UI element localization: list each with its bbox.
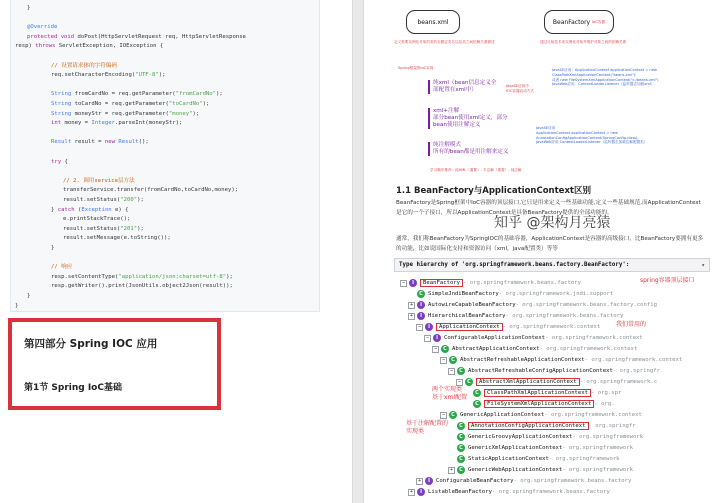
tree-row[interactable] bbox=[408, 289, 613, 299]
tree-row[interactable] bbox=[448, 443, 633, 453]
type-name: ClassPathXmlApplicationContext bbox=[484, 389, 591, 397]
collapse-icon[interactable]: − bbox=[425, 334, 429, 341]
class-icon: C bbox=[473, 400, 481, 408]
type-name: StaticApplicationContext bbox=[468, 456, 549, 462]
type-package: - org.springframework bbox=[562, 467, 634, 473]
type-name: GenericWebApplicationContext bbox=[468, 467, 563, 473]
class-icon: C bbox=[417, 290, 425, 298]
code-line: } bbox=[51, 245, 55, 251]
class-icon: C bbox=[449, 356, 457, 364]
tree-row[interactable] bbox=[424, 333, 643, 343]
type-name: AbstractXmlApplicationContext bbox=[476, 378, 580, 386]
type-hierarchy-header bbox=[394, 258, 710, 272]
type-name: HierarchicalBeanFactory bbox=[428, 313, 506, 319]
bean-factory-note: IoC容器 bbox=[592, 19, 606, 24]
type-package: - org.springframework.context bbox=[502, 324, 601, 330]
type-package: - org.springframework.jndi.support bbox=[498, 291, 614, 297]
chevron-down-icon[interactable]: ▾ bbox=[701, 262, 705, 269]
part-title: 第四部分 Spring IOC 应用 bbox=[24, 338, 158, 350]
type-package: - org.springframework.context bbox=[539, 346, 638, 352]
expand-icon[interactable]: + bbox=[449, 466, 453, 473]
code-line: transferService.transfer(fromCardNo,toCardNo,money); bbox=[63, 187, 239, 194]
type-name: GenericXmlApplicationContext bbox=[468, 445, 563, 451]
code-line: result.setStatus("200"); bbox=[63, 197, 144, 203]
expand-icon[interactable]: + bbox=[409, 301, 413, 308]
type-name: ApplicationContext bbox=[436, 323, 503, 331]
watermark: 知乎 @架构月亮猿 bbox=[494, 215, 611, 231]
collapse-icon[interactable]: − bbox=[401, 279, 405, 286]
code-line: result.setStatus("201"); bbox=[63, 225, 144, 232]
type-name: AbstractRefreshableConfigApplicationContext bbox=[468, 368, 613, 374]
code-line: String moneyStr = req.getParameter("money"); bbox=[51, 110, 200, 117]
expand-icon[interactable]: + bbox=[417, 477, 421, 484]
class-icon: C bbox=[449, 411, 457, 419]
type-package: - org.springframework.context bbox=[584, 357, 683, 363]
collapse-icon[interactable]: − bbox=[441, 411, 445, 418]
class-icon: C bbox=[457, 433, 465, 441]
note-annotation-impl: 基于注解配置的 实现类 bbox=[406, 420, 449, 435]
chapter-title-box bbox=[8, 318, 221, 410]
right-page bbox=[364, 0, 720, 503]
type-hierarchy-tree bbox=[394, 274, 710, 503]
interface-icon: I bbox=[409, 279, 417, 287]
code-line: // 响应 bbox=[51, 264, 73, 271]
leaf-spacer bbox=[448, 423, 455, 430]
type-name: AnnotationConfigApplicationContext bbox=[468, 422, 589, 430]
beans-xml-box bbox=[406, 10, 460, 34]
interface-icon: I bbox=[417, 488, 425, 496]
type-name: BeanFactory bbox=[420, 279, 463, 287]
type-name: ConfigurableApplicationContext bbox=[444, 335, 546, 341]
beans-note: 定义需要实例化对象的类的全限定类名以及类之间依赖关系描述 bbox=[394, 40, 495, 44]
interface-icon: I bbox=[433, 334, 441, 342]
code-line: @Override bbox=[27, 24, 58, 31]
type-name: AbstractApplicationContext bbox=[452, 346, 540, 352]
type-name: AutowireCapableBeanFactory bbox=[428, 302, 516, 308]
expand-icon[interactable]: + bbox=[409, 312, 413, 319]
collapse-icon[interactable]: − bbox=[417, 323, 421, 330]
left-page bbox=[0, 0, 350, 503]
interface-icon: I bbox=[417, 301, 425, 309]
type-name: FileSystemXmlApplicationContext bbox=[484, 400, 594, 408]
class-icon: C bbox=[473, 389, 481, 397]
beans-xml-label: beans.xml bbox=[417, 18, 449, 26]
class-icon: C bbox=[465, 378, 473, 386]
expand-icon[interactable]: + bbox=[409, 488, 413, 495]
class-icon: C bbox=[457, 466, 465, 474]
tree-row[interactable] bbox=[448, 454, 620, 464]
type-package: - org.springframework.beans.factory bbox=[463, 280, 581, 286]
purple-mixed: xml+注解 部分bean使用xml定义，部分 bean使用注解定义 bbox=[428, 108, 508, 129]
collapse-icon[interactable]: − bbox=[449, 367, 453, 374]
blue-xml-code: JavaSE应用：ApplicationContext applicationContext = new ClassPathXmlApplicationContext("beans.xml"); 或者 new FileSystemXmlApplicationContext("c:/beans.xml") JavaWeb应用：ContextLoaderListener（监听器去加载xml） bbox=[552, 68, 659, 87]
type-package: - org.springfr bbox=[588, 423, 636, 429]
type-hierarchy-title: Type hierarchy of 'org.springframework.beans.factory.BeanFactory': bbox=[399, 262, 630, 268]
purple-xml: 纯xml（bean信息定义全部配置在xml中） bbox=[428, 80, 502, 94]
leaf-spacer bbox=[408, 291, 415, 298]
leaf-spacer bbox=[448, 445, 455, 452]
code-line: resp.setContentType("application/json;charset=utf-8"); bbox=[51, 273, 233, 280]
note-two-impl: 两个实现类 基于xml配置 bbox=[432, 386, 468, 401]
code-line: req.setCharacterEncoding("UTF-8"); bbox=[51, 72, 166, 79]
code-line: // 2. 调用service层方法 bbox=[63, 177, 135, 184]
tree-row[interactable] bbox=[448, 465, 633, 475]
interface-icon: I bbox=[425, 323, 433, 331]
type-package: - org.springframework.context bbox=[544, 412, 642, 418]
class-icon: C bbox=[441, 345, 449, 353]
type-package: - org.spr bbox=[591, 390, 622, 396]
section-heading: 1.1 BeanFactory与ApplicationContext区别 bbox=[396, 186, 591, 196]
type-package: - org.springframework bbox=[548, 456, 620, 462]
bean-factory-label: BeanFactory bbox=[552, 18, 591, 26]
type-name: GenericApplicationContext bbox=[460, 412, 545, 418]
code-line: protected void doPost(HttpServletRequest req, HttpServletResponse bbox=[27, 33, 246, 40]
code-line: // 设置请求体的字符编码 bbox=[51, 62, 118, 69]
leaf-spacer bbox=[448, 456, 455, 463]
code-line: } bbox=[15, 302, 19, 309]
code-line: int money = Integer.parseInt(moneyStr); bbox=[51, 120, 183, 127]
mode-label: Spring框架的IoC实现 bbox=[398, 66, 434, 70]
interface-icon: I bbox=[417, 312, 425, 320]
class-icon: C bbox=[457, 422, 465, 430]
code-line: result.setMessage(e.toString()); bbox=[63, 235, 171, 242]
type-package: - org.springframework.beans.factory.config bbox=[515, 302, 658, 308]
tree-row[interactable] bbox=[464, 399, 615, 409]
code-line: e.printStackTrace(); bbox=[63, 216, 131, 223]
code-line: String toCardNo = req.getParameter("toCardNo"); bbox=[51, 101, 210, 107]
section-title: 第1节 Spring IoC基础 bbox=[24, 383, 122, 393]
class-icon: C bbox=[457, 367, 465, 375]
factory-note: 通过反射技术来实例化对象并维护对象之间的依赖关系 bbox=[540, 40, 627, 44]
class-icon: C bbox=[457, 455, 465, 463]
type-name: SimpleJndiBeanFactory bbox=[428, 291, 499, 297]
type-package: - org.springframework.c bbox=[579, 379, 658, 385]
tree-row[interactable] bbox=[416, 476, 631, 486]
code-line: String fromCardNo = req.getParameter("fromCardNo"); bbox=[51, 91, 223, 98]
leaf-spacer bbox=[448, 434, 455, 441]
tree-row[interactable] bbox=[408, 300, 657, 310]
code-line: } catch (Exception e) { bbox=[51, 206, 129, 213]
type-name: AbstractRefreshableApplicationContext bbox=[460, 357, 585, 363]
tree-row[interactable] bbox=[440, 410, 642, 420]
type-package: - org.springfr bbox=[612, 368, 660, 374]
tree-row[interactable] bbox=[464, 388, 621, 398]
tree-row[interactable] bbox=[448, 366, 660, 376]
collapse-icon[interactable]: − bbox=[441, 356, 445, 363]
code-line: try { bbox=[51, 158, 68, 165]
class-icon: C bbox=[457, 444, 465, 452]
code-line: } bbox=[27, 293, 31, 299]
type-name: ListableBeanFactory bbox=[428, 489, 492, 495]
tree-row[interactable] bbox=[448, 432, 643, 442]
ioc-diagram bbox=[394, 0, 694, 172]
code-line: Result result = new Result(); bbox=[51, 139, 149, 146]
note-common-interface: 我们常用的 bbox=[616, 321, 647, 328]
interface-icon: I bbox=[425, 477, 433, 485]
type-package: - org.springframework.beans.factory bbox=[492, 489, 610, 495]
tree-row[interactable] bbox=[408, 311, 623, 321]
collapse-icon[interactable]: − bbox=[433, 345, 437, 352]
bean-factory-box bbox=[544, 10, 614, 34]
paragraph-2: 通常，我们称BeanFactory为SpringIOC的基础容器，ApplicationContext是容器的高级接口，比BeanFactory要拥有更多的功能，比如说国际化支持和资源访问（xml，java配置类）等等 bbox=[396, 236, 704, 252]
type-name: GenericGroovyApplicationContext bbox=[468, 434, 573, 440]
collapse-icon[interactable]: − bbox=[457, 378, 461, 385]
tree-row[interactable] bbox=[432, 344, 637, 354]
purple-annotation: 纯注解模式 所有的bean都是用注解来定义 bbox=[428, 142, 518, 156]
study-order-note: 学习顺序推荐：纯XML（重要）- 半注解（重要）- 纯注解 bbox=[430, 168, 522, 172]
code-line: resp) throws ServletException, IOException { bbox=[15, 43, 164, 50]
tree-row[interactable] bbox=[456, 377, 657, 387]
type-name: ConfigurableBeanFactory bbox=[436, 478, 514, 484]
tree-row[interactable] bbox=[400, 278, 581, 288]
paragraph-1: BeanFactory是Spring框架中IoC容器的顶层接口,它只是用来定义一些基础功能,定义一些基础规范,而ApplicationContext是它的一个子接口，所以ApplicationContext是具备BeanFactory提供的全部功能的。 bbox=[396, 200, 701, 216]
tree-row[interactable] bbox=[448, 421, 636, 431]
blue-annotation-code: JavaSE应用 ApplicationContext applicationContext = new AnnotationConfigApplicationContext(SpringConfig.class); JavaWeb应用 ContextLoaderListener（监听器去加载注解配置类） bbox=[536, 126, 648, 145]
code-block bbox=[10, 0, 320, 312]
page-divider bbox=[352, 0, 364, 503]
code-line: resp.getWriter().print(JsonUtils.object2Json(result)); bbox=[51, 283, 233, 290]
code-line: } bbox=[27, 5, 31, 11]
type-package: - org.springframework.beans.factory bbox=[505, 313, 624, 319]
type-package: - org.springframework.beans.factory bbox=[513, 478, 632, 484]
type-package: - org. bbox=[594, 401, 615, 407]
tree-row[interactable] bbox=[440, 355, 682, 365]
type-package: - org.springframework bbox=[562, 445, 634, 451]
purple-xml-mid: JavaSE应用中 IOC容器启动方式 bbox=[506, 84, 534, 93]
type-package: - org.springframework bbox=[572, 434, 644, 440]
tree-row[interactable] bbox=[408, 487, 610, 497]
type-package: - org.springframework.context bbox=[545, 335, 643, 341]
note-top-interface: spring容器顶层接口 bbox=[640, 277, 695, 284]
tree-row[interactable] bbox=[416, 322, 600, 332]
